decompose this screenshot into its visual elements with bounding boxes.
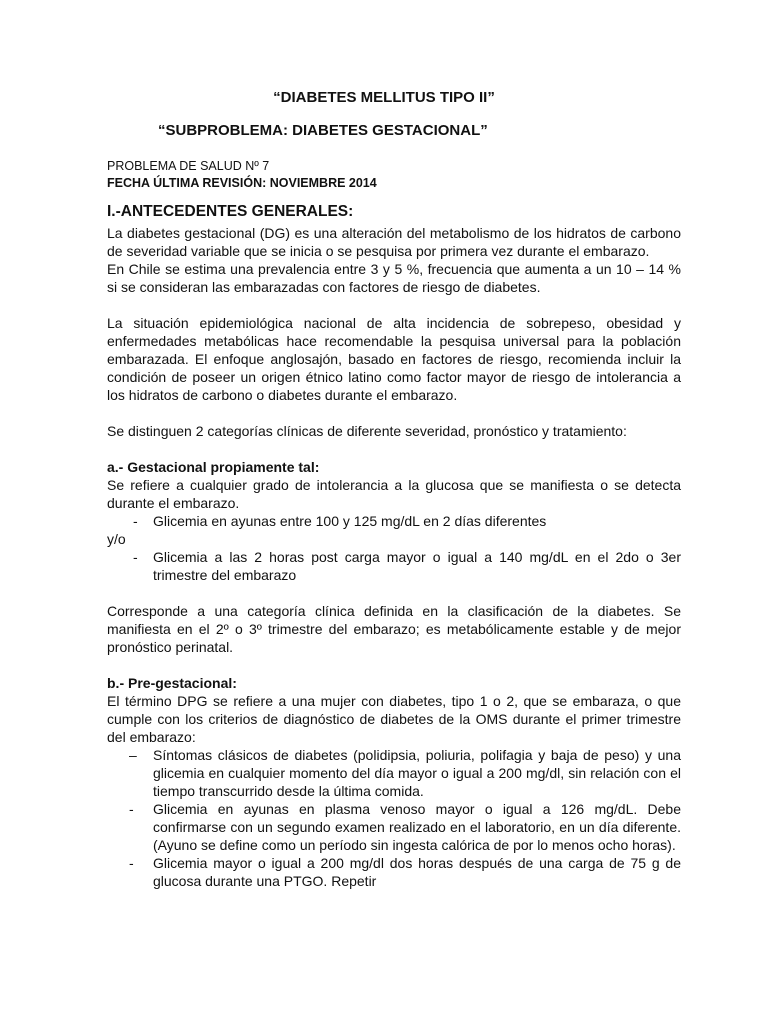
- category-a-note: Corresponde a una categoría clínica definida en la clasificación de la diabetes. Se manifiesta en el 2º o 3º trimestre del embarazo; es metabólicamente estable y de mejor pronóstico perinatal.: [107, 603, 681, 655]
- paragraph-epidemiology: La situación epidemiológica nacional de alta incidencia de sobrepeso, obesidad y enfermedades metabólicas hace recomendable la pesquisa universal para la población embarazada. El enfoque anglosajón, basado en factores de riesgo, recomienda incluir la condición de poseer un origen étnico latino como factor mayor de riesgo de intolerancia a los hidratos de carbono o diabetes durante el embarazo.: [107, 315, 681, 403]
- category-a-criteria-list: [107, 512, 681, 530]
- document-title: “DIABETES MELLITUS TIPO II”: [273, 89, 495, 106]
- dash-bullet: -: [133, 549, 138, 565]
- criteria-text: Síntomas clásicos de diabetes (polidipsia, poliuria, polifagia y baja de peso) y una glicemia en cualquier momento del día mayor o igual a 200 mg/dl, sin relación con el tiempo transcurrido desde la última comida.: [153, 747, 681, 799]
- criteria-connector: y/o: [107, 531, 126, 547]
- category-a-heading: [107, 458, 681, 476]
- dash-bullet: -: [133, 513, 138, 529]
- category-b-heading: [107, 674, 681, 692]
- category-b-criteria-list: [107, 746, 681, 890]
- section-heading: I.-ANTECEDENTES GENERALES:: [107, 203, 354, 220]
- list-item: [107, 512, 681, 530]
- revision-date: FECHA ÚLTIMA REVISIÓN: NOVIEMBRE 2014: [107, 176, 377, 190]
- dash-bullet: -: [129, 855, 134, 871]
- document-meta: [107, 158, 377, 192]
- document-subtitle: “SUBPROBLEMA: DIABETES GESTACIONAL”: [158, 122, 488, 139]
- criteria-text: Glicemia en ayunas entre 100 y 125 mg/dL en 2 días diferentes: [153, 513, 547, 529]
- list-item: [107, 746, 681, 800]
- paragraph-categories: Se distinguen 2 categorías clínicas de diferente severidad, pronóstico y tratamiento:: [107, 423, 627, 439]
- category-a-prefix: a.-: [107, 459, 124, 475]
- dash-bullet: –: [129, 747, 137, 763]
- category-b-title: Pre-gestacional:: [128, 675, 237, 691]
- dash-bullet: -: [129, 801, 134, 817]
- paragraph-definition: La diabetes gestacional (DG) es una alteración del metabolismo de los hidratos de carbono de severidad variable que se inicia o se pesquisa por primera vez durante el embarazo.: [107, 225, 681, 259]
- criteria-text: Glicemia en ayunas en plasma venoso mayor o igual a 126 mg/dL. Debe confirmarse con un segundo examen realizado en el laboratorio, en un día diferente. (Ayuno se define como un período sin ingesta calórica de por lo menos ocho horas).: [153, 801, 681, 853]
- list-item: [107, 854, 681, 890]
- list-item: [107, 800, 681, 854]
- category-a-description: Se refiere a cualquier grado de intolerancia a la glucosa que se manifiesta o se detecta durante el embarazo.: [107, 477, 681, 511]
- criteria-text: Glicemia a las 2 horas post carga mayor o igual a 140 mg/dL en el 2do o 3er trimestre del embarazo: [153, 549, 681, 583]
- category-a-criteria-list-2: [107, 548, 681, 584]
- category-b-description: El término DPG se refiere a una mujer con diabetes, tipo 1 o 2, que se embaraza, o que cumple con los criterios de diagnóstico de diabetes de la OMS durante el primer trimestre del embarazo:: [107, 693, 681, 745]
- paragraph-prevalence: En Chile se estima una prevalencia entre 3 y 5 %, frecuencia que aumenta a un 10 – 14 % si se consideran las embarazadas con factores de riesgo de diabetes.: [107, 261, 681, 295]
- category-a-title: Gestacional propiamente tal:: [127, 459, 320, 475]
- document-body: [107, 203, 681, 890]
- category-b-prefix: b.-: [107, 675, 125, 691]
- health-problem-number: PROBLEMA DE SALUD Nº 7: [107, 159, 270, 173]
- criteria-text: Glicemia mayor o igual a 200 mg/dl dos horas después de una carga de 75 g de glucosa durante una PTGO. Repetir: [153, 855, 681, 889]
- list-item: [107, 548, 681, 584]
